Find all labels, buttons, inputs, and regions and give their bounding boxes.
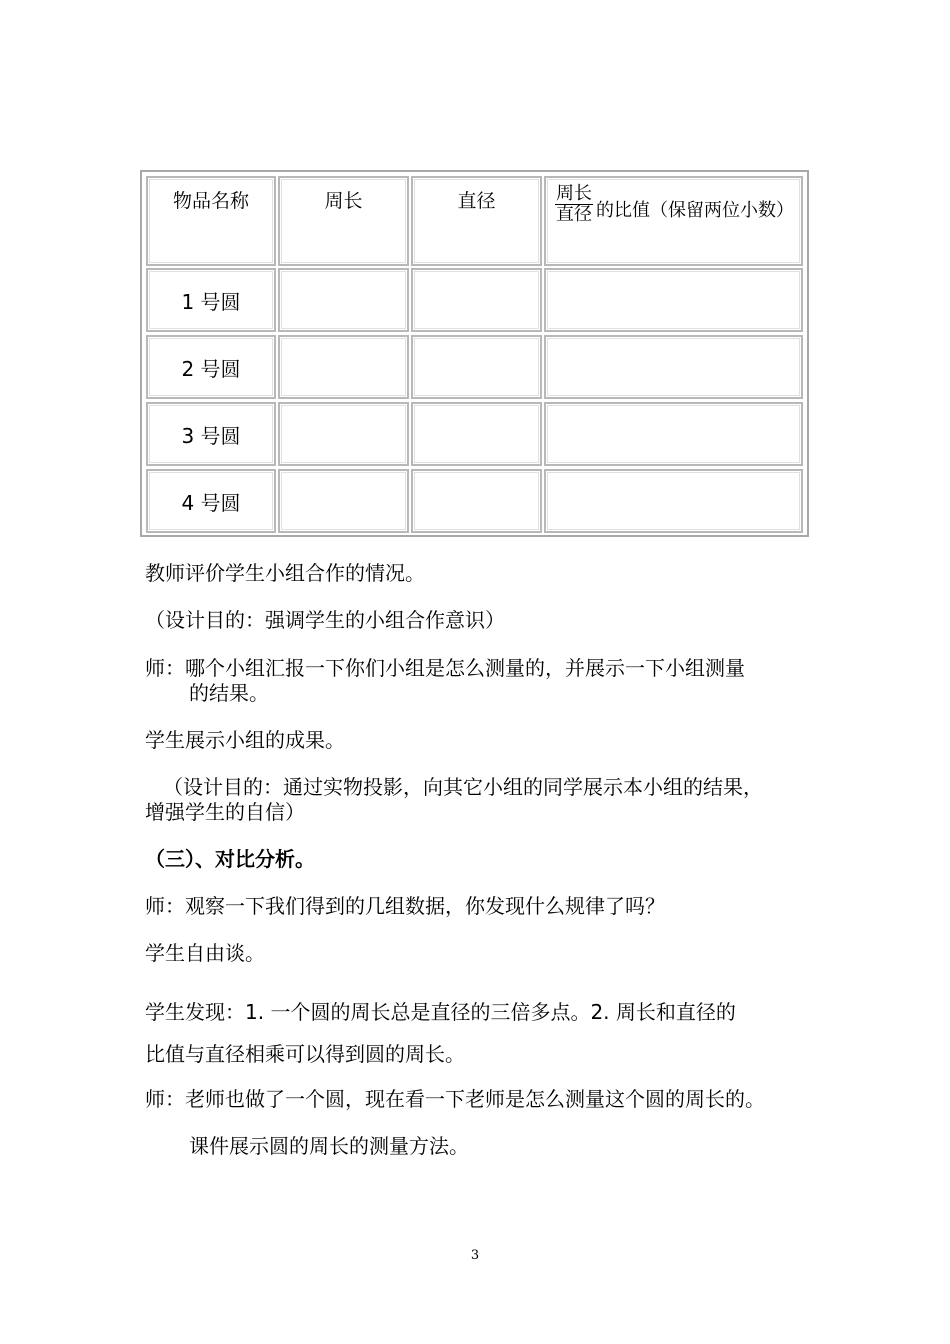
table-row-1-diameter (411, 268, 542, 332)
table-row-3-name-cell (146, 402, 276, 466)
table-row-2-name-cell (146, 335, 276, 399)
table-row-2-diameter (411, 335, 542, 399)
table-row-3-circumference (278, 402, 409, 466)
header-cell-ratio (544, 176, 803, 266)
fraction-numerator: 周长 (556, 183, 592, 204)
header-circumference: 周长 (324, 190, 363, 212)
table-row-1-ratio (544, 268, 803, 332)
ratio-suffix: 的比值（保留两位小数） (596, 200, 794, 221)
paragraph-students-discuss: 学生自由谈。 (145, 941, 265, 965)
paragraph-teacher-evaluation: 教师评价学生小组合作的情况。 (145, 561, 425, 585)
header-cell-circumference (278, 176, 409, 266)
header-cell-diameter (411, 176, 542, 266)
table-row-4-ratio (544, 469, 803, 533)
table-row-3-diameter (411, 402, 542, 466)
row-3-name: 3 号圆 (181, 423, 241, 448)
table-row-2-ratio (544, 335, 803, 399)
table-row-4-circumference (278, 469, 409, 533)
paragraph-teacher-question-line2: 的结果。 (189, 681, 269, 705)
paragraph-teacher-question-line1: 师：哪个小组汇报一下你们小组是怎么测量的，并展示一下小组测量 (145, 656, 745, 680)
paragraph-design-purpose-2-line1: （设计目的：通过实物投影，向其它小组的同学展示本小组的结果， (163, 775, 763, 799)
table-row-1-circumference (278, 268, 409, 332)
page-number: 3 (470, 1248, 480, 1263)
header-name: 物品名称 (172, 190, 249, 212)
row-4-name: 4 号圆 (181, 490, 241, 515)
paragraph-design-purpose-1: （设计目的：强调学生的小组合作意识） (145, 608, 505, 632)
table-row-1-name-cell (146, 268, 276, 332)
measurement-table (140, 170, 809, 537)
table-row-4-diameter (411, 469, 542, 533)
paragraph-student-display: 学生展示小组的成果。 (145, 728, 345, 752)
fraction-denominator: 直径 (556, 204, 592, 225)
paragraph-student-findings-line1: 学生发现：1. 一个圆的周长总是直径的三倍多点。2. 周长和直径的 (145, 1000, 736, 1024)
row-2-name: 2 号圆 (181, 356, 241, 381)
paragraph-courseware-demo: 课件展示圆的周长的测量方法。 (189, 1134, 469, 1158)
section-heading-comparison: （三）、对比分析。 (145, 847, 315, 871)
paragraph-student-findings-line2: 比值与直径相乘可以得到圆的周长。 (145, 1042, 465, 1066)
table-row-4-name-cell (146, 469, 276, 533)
table-row-3-ratio (544, 402, 803, 466)
header-diameter: 直径 (457, 190, 496, 212)
header-cell-name (146, 176, 276, 266)
row-1-name: 1 号圆 (181, 289, 241, 314)
paragraph-design-purpose-2-line2: 增强学生的自信） (145, 800, 305, 824)
table-row-2-circumference (278, 335, 409, 399)
paragraph-teacher-circle: 师：老师也做了一个圆，现在看一下老师是怎么测量这个圆的周长的。 (145, 1087, 765, 1111)
paragraph-teacher-observe: 师：观察一下我们得到的几组数据，你发现什么规律了吗？ (145, 894, 665, 918)
ratio-fraction (555, 184, 593, 225)
